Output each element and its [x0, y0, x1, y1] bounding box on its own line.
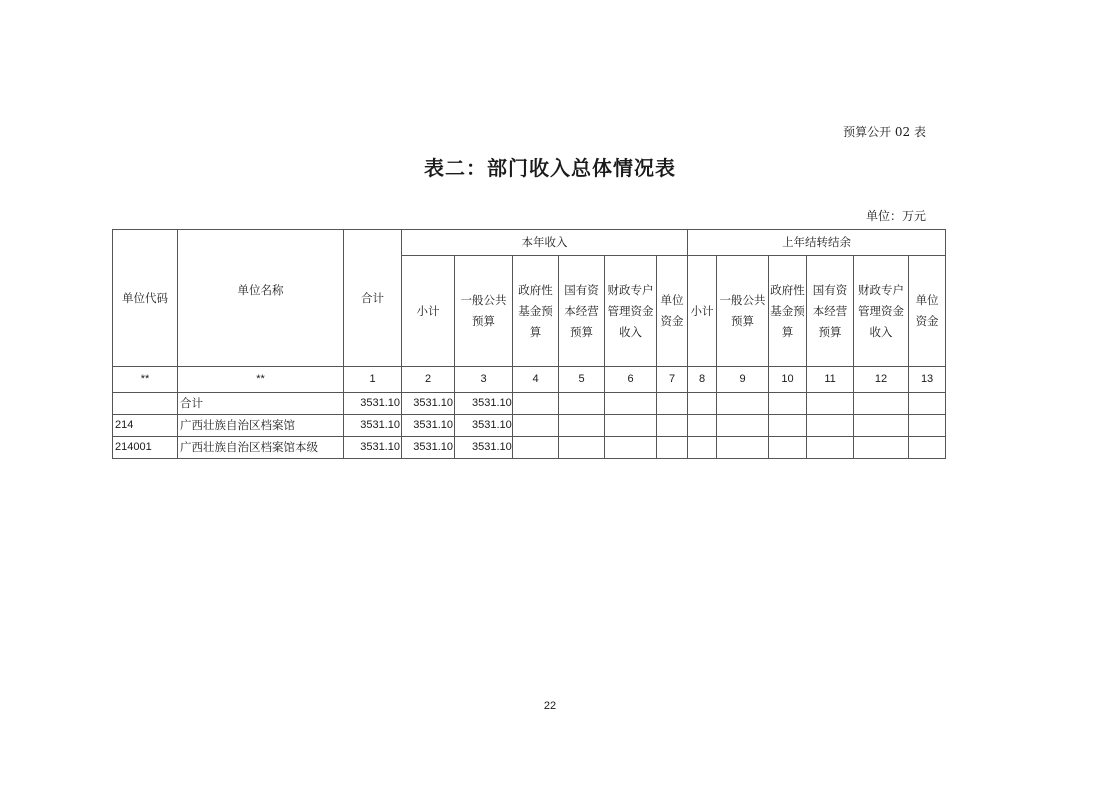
form-code: 预算公开 02 表	[843, 125, 926, 139]
header-prev-general-public: 一般公共预算	[717, 256, 769, 367]
header-prev-subtotal: 小计	[688, 256, 717, 367]
amount-cell	[909, 415, 946, 437]
index-cell: 3	[455, 367, 513, 393]
header-unit-funds: 单位资金	[657, 256, 688, 367]
amount-cell: 3531.10	[455, 415, 513, 437]
amount-cell	[605, 437, 657, 459]
unit-label: 单位：万元	[865, 209, 926, 223]
index-cell: 4	[513, 367, 559, 393]
amount-cell	[854, 393, 909, 415]
amount-cell	[688, 393, 717, 415]
header-state-capital: 国有资本经营预算	[559, 256, 605, 367]
amount-cell	[513, 415, 559, 437]
header-prev-year: 上年结转结余	[688, 230, 946, 256]
index-cell: 2	[402, 367, 455, 393]
amount-cell	[807, 393, 854, 415]
amount-cell	[807, 437, 854, 459]
index-cell: 5	[559, 367, 605, 393]
amount-cell	[605, 393, 657, 415]
amount-cell: 3531.10	[402, 415, 455, 437]
header-fiscal-special: 财政专户管理资金收入	[605, 256, 657, 367]
amount-cell	[769, 415, 807, 437]
amount-cell	[513, 393, 559, 415]
header-prev-unit-funds: 单位资金	[909, 256, 946, 367]
header-subtotal: 小计	[402, 256, 455, 367]
table-row	[113, 437, 946, 459]
index-cell: 7	[657, 367, 688, 393]
amount-cell	[909, 393, 946, 415]
amount-cell	[769, 393, 807, 415]
amount-cell	[769, 437, 807, 459]
amount-cell	[717, 415, 769, 437]
header-prev-gov-fund: 政府性基金预算	[769, 256, 807, 367]
amount-cell	[657, 415, 688, 437]
unit-code-cell: 214001	[113, 437, 178, 459]
header-gov-fund: 政府性基金预算	[513, 256, 559, 367]
header-unit-name: 单位名称	[178, 230, 344, 367]
page-title: 表二：部门收入总体情况表	[424, 156, 676, 180]
index-row	[113, 367, 946, 393]
index-cell: 6	[605, 367, 657, 393]
amount-cell	[559, 415, 605, 437]
amount-cell	[909, 437, 946, 459]
amount-cell	[605, 415, 657, 437]
header-total: 合计	[344, 230, 402, 367]
amount-cell: 3531.10	[344, 415, 402, 437]
amount-cell	[807, 415, 854, 437]
unit-name-cell: 合计	[178, 393, 344, 415]
header-general-public: 一般公共预算	[455, 256, 513, 367]
amount-cell: 3531.10	[402, 437, 455, 459]
amount-cell	[513, 437, 559, 459]
amount-cell	[559, 437, 605, 459]
unit-name-cell: 广西壮族自治区档案馆本级	[178, 437, 344, 459]
unit-code-cell	[113, 393, 178, 415]
amount-cell: 3531.10	[455, 393, 513, 415]
amount-cell	[657, 393, 688, 415]
amount-cell: 3531.10	[344, 393, 402, 415]
table-row	[113, 415, 946, 437]
index-cell: 9	[717, 367, 769, 393]
index-cell: 12	[854, 367, 909, 393]
table-row	[113, 393, 946, 415]
amount-cell	[559, 393, 605, 415]
amount-cell	[717, 437, 769, 459]
index-cell: 11	[807, 367, 854, 393]
amount-cell	[854, 415, 909, 437]
unit-code-cell: 214	[113, 415, 178, 437]
index-cell: 8	[688, 367, 717, 393]
index-cell: 13	[909, 367, 946, 393]
header-prev-state-capital: 国有资本经营预算	[807, 256, 854, 367]
amount-cell: 3531.10	[344, 437, 402, 459]
amount-cell	[688, 415, 717, 437]
amount-cell	[657, 437, 688, 459]
unit-name-cell: 广西壮族自治区档案馆	[178, 415, 344, 437]
header-unit-code: 单位代码	[113, 230, 178, 367]
amount-cell: 3531.10	[455, 437, 513, 459]
index-cell: **	[178, 367, 344, 393]
index-cell: 1	[344, 367, 402, 393]
header-current-year: 本年收入	[402, 230, 688, 256]
income-table	[112, 229, 946, 459]
amount-cell	[854, 437, 909, 459]
amount-cell	[717, 393, 769, 415]
header-prev-fiscal-special: 财政专户管理资金收入	[854, 256, 909, 367]
amount-cell: 3531.10	[402, 393, 455, 415]
index-cell: 10	[769, 367, 807, 393]
amount-cell	[688, 437, 717, 459]
index-cell: **	[113, 367, 178, 393]
page-number: 22	[543, 700, 557, 712]
